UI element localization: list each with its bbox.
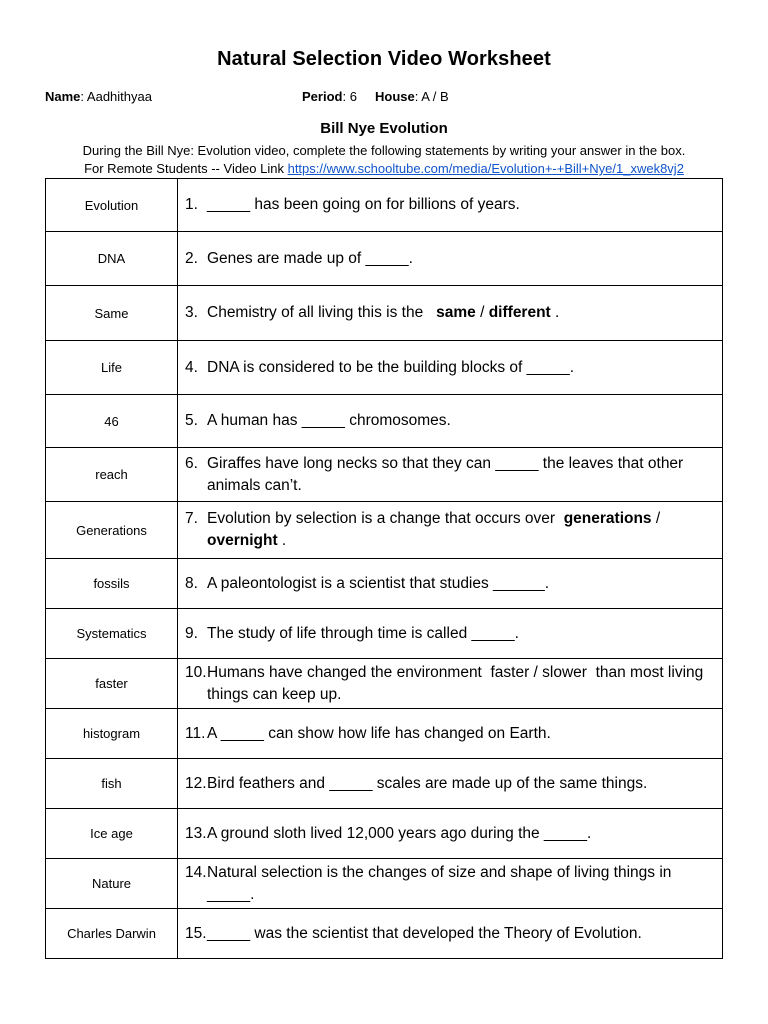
question-number: 1. (185, 196, 198, 213)
question-fragment: DNA is considered to be the building blocks of _____. (207, 358, 575, 376)
question-text (207, 194, 716, 216)
question-option: generations (563, 510, 652, 527)
answer-cell[interactable]: faster (46, 659, 178, 709)
question-fragment: _____ has been going on for billions of years. (207, 196, 520, 213)
answer-cell[interactable]: DNA (46, 232, 178, 286)
question-number: 13. (185, 824, 207, 842)
question-text (207, 723, 716, 745)
question-fragment: Genes are made up of _____. (207, 249, 413, 267)
question-number: 14. (185, 863, 207, 881)
house-line (375, 89, 449, 104)
question-fragment: Humans have changed the environment faster / slower than most living things can keep up. (207, 663, 708, 703)
question-fragment: Natural selection is the changes of size and shape of living things in _____. (207, 863, 676, 903)
question-cell (178, 286, 723, 341)
answer-cell[interactable]: fish (46, 759, 178, 809)
question-fragment: _____ was the scientist that developed the Theory of Evolution. (207, 924, 642, 942)
period-value: : 6 (342, 89, 357, 104)
question-text (207, 357, 716, 379)
question-fragment: . (277, 532, 287, 549)
question-number: 8. (185, 574, 198, 592)
question-cell (178, 341, 723, 395)
question-cell (178, 659, 723, 709)
question-fragment: Bird feathers and _____ scales are made up of the same things. (207, 774, 648, 792)
period-line (302, 89, 357, 104)
table-row (46, 909, 723, 959)
question-fragment: / (475, 304, 489, 321)
question-number: 15. (185, 924, 207, 942)
table-row (46, 559, 723, 609)
question-fragment: Evolution by selection is a change that occurs over (207, 510, 564, 527)
house-value: : A / B (414, 89, 449, 104)
question-text (207, 508, 716, 552)
question-text (207, 662, 716, 706)
question-option: overnight (207, 532, 278, 549)
question-cell (178, 232, 723, 286)
question-cell (178, 759, 723, 809)
section-subtitle: Bill Nye Evolution (320, 120, 448, 137)
question-text (207, 862, 716, 906)
name-label: Name (45, 89, 81, 104)
question-number: 3. (185, 304, 198, 321)
question-text (207, 823, 716, 845)
answer-cell[interactable]: Evolution (46, 179, 178, 232)
question-number: 12. (185, 774, 207, 792)
question-option: same (436, 304, 476, 321)
period-label: Period (302, 89, 343, 104)
question-cell (178, 502, 723, 559)
answer-cell[interactable]: Generations (46, 502, 178, 559)
question-cell (178, 709, 723, 759)
answer-cell[interactable]: Systematics (46, 609, 178, 659)
question-number: 4. (185, 358, 198, 376)
question-text (207, 623, 716, 645)
question-number: 7. (185, 510, 198, 527)
table-row (46, 395, 723, 448)
table-row (46, 502, 723, 559)
question-text (207, 302, 716, 324)
answer-cell[interactable]: reach (46, 448, 178, 502)
remote-line (0, 161, 768, 176)
question-number: 5. (185, 412, 198, 429)
question-number: 9. (185, 624, 198, 642)
question-cell (178, 609, 723, 659)
table-row (46, 809, 723, 859)
table-row (46, 232, 723, 286)
worksheet-title: Natural Selection Video Worksheet (217, 48, 551, 70)
question-fragment: A human has _____ chromosomes. (207, 412, 451, 429)
question-fragment: Giraffes have long necks so that they can _____ the leaves that other animals can’t. (207, 454, 688, 494)
answer-cell[interactable]: Same (46, 286, 178, 341)
question-text (207, 410, 716, 432)
instructions: During the Bill Nye: Evolution video, complete the following statements by writing your answer in the box. (82, 143, 686, 158)
question-cell (178, 395, 723, 448)
question-number: 11. (185, 724, 206, 742)
table-row (46, 448, 723, 502)
table-row (46, 709, 723, 759)
name-line (45, 89, 152, 104)
answer-cell[interactable]: histogram (46, 709, 178, 759)
question-cell (178, 859, 723, 909)
question-text (207, 573, 716, 595)
question-text (207, 453, 716, 497)
table-row (46, 659, 723, 709)
question-fragment: . (550, 304, 560, 321)
question-fragment: The study of life through time is called _____. (207, 624, 519, 642)
question-number: 10. (185, 663, 207, 681)
question-text (207, 248, 716, 270)
video-link[interactable]: https://www.schooltube.com/media/Evolution+-+Bill+Nye/1_xwek8vj2 (287, 161, 684, 176)
house-label: House (375, 89, 415, 104)
table-row (46, 179, 723, 232)
question-fragment: A _____ can show how life has changed on Earth. (207, 724, 551, 742)
question-cell (178, 179, 723, 232)
question-text (207, 923, 716, 945)
question-number: 2. (185, 249, 198, 267)
answer-cell[interactable]: Ice age (46, 809, 178, 859)
question-number: 6. (185, 454, 198, 472)
question-fragment: A paleontologist is a scientist that studies ______. (207, 574, 550, 592)
table-row (46, 341, 723, 395)
remote-prefix: For Remote Students -- Video Link (84, 161, 288, 176)
answer-cell[interactable]: Life (46, 341, 178, 395)
question-fragment: / (651, 510, 665, 527)
question-option: different (488, 304, 551, 321)
name-value: : Aadhithyaa (80, 89, 152, 104)
answer-cell[interactable]: fossils (46, 559, 178, 609)
table-row (46, 286, 723, 341)
question-table (45, 178, 723, 959)
question-cell (178, 448, 723, 502)
answer-cell[interactable]: 46 (46, 395, 178, 448)
answer-cell[interactable]: Nature (46, 859, 178, 909)
table-row (46, 759, 723, 809)
question-cell (178, 559, 723, 609)
table-row (46, 609, 723, 659)
question-text (207, 773, 716, 795)
table-row (46, 859, 723, 909)
question-fragment: Chemistry of all living this is the (207, 304, 437, 321)
answer-cell[interactable]: Charles Darwin (46, 909, 178, 959)
question-fragment: A ground sloth lived 12,000 years ago during the _____. (207, 824, 592, 842)
question-cell (178, 809, 723, 859)
question-cell (178, 909, 723, 959)
